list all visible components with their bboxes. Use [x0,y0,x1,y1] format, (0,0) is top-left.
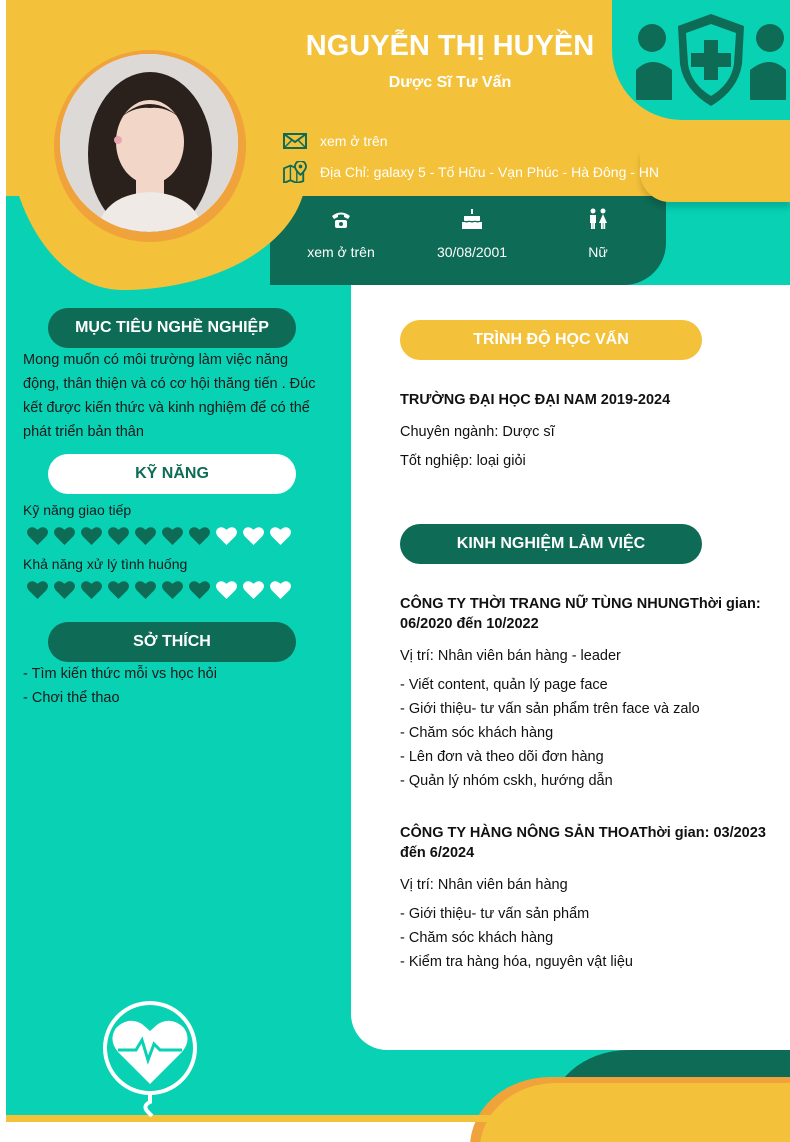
job-duty: - Viết content, quản lý page face [400,677,608,693]
job-duty: - Giới thiệu- tư vấn sản phẩm [400,906,590,922]
heart-filled-icon [161,580,184,600]
heart-empty-icon [242,526,265,546]
heart-empty-icon [215,526,238,546]
heart-filled-icon [188,580,211,600]
heart-filled-icon [161,526,184,546]
heart-empty-icon [269,526,292,546]
skill-rating [26,580,292,600]
birthday-block [402,208,542,260]
heart-filled-icon [80,526,103,546]
header-shadow-shape [640,150,790,202]
medical-shield-icon [632,10,790,110]
candidate-name: NGUYỄN THỊ HUYỀN [305,30,595,62]
email-value: xem ở trên [320,133,388,149]
job-entry [400,594,770,793]
gender-block [528,208,668,260]
heart-filled-icon [26,526,49,546]
hobby-item: - Chơi thể thao [23,690,120,706]
address-value: Địa Chỉ: galaxy 5 - Tố Hữu - Vạn Phúc - Hà Đông - HN [320,164,660,180]
graduation: Tốt nghiệp: loại giỏi [400,453,526,469]
heart-filled-icon [80,580,103,600]
heart-empty-icon [269,580,292,600]
job-duty: - Kiểm tra hàng hóa, nguyên vật liệu [400,954,633,970]
heartbeat-icon [98,998,202,1122]
heart-filled-icon [107,580,130,600]
heart-filled-icon [107,526,130,546]
company-name: CÔNG TY THỜI TRANG NỮ TÙNG NHUNGThời gian: 06/2020 đến 10/2022 [400,596,761,632]
job-position: Vị trí: Nhân viên bán hàng [400,877,568,893]
education-heading: TRÌNH ĐỘ HỌC VẤN [400,320,702,360]
heart-filled-icon [26,580,49,600]
heart-filled-icon [134,580,157,600]
experience-heading: KINH NGHIỆM LÀM VIỆC [400,524,702,564]
job-duty: - Giới thiệu- tư vấn sản phẩm trên face và zalo [400,701,700,717]
phone-block [271,208,411,260]
phone-value: xem ở trên [307,244,375,260]
heart-filled-icon [188,526,211,546]
hobbies-heading: SỞ THÍCH [48,622,296,662]
job-title: Dược Sĩ Tư Vấn [388,74,512,91]
gender-value: Nữ [588,244,608,260]
footer-shape-yellow [480,1083,790,1142]
heart-filled-icon [134,526,157,546]
heart-empty-icon [215,580,238,600]
avatar [60,54,238,232]
job-duty: - Chăm sóc khách hàng [400,930,554,946]
email-row [282,130,388,152]
skills-heading: KỸ NĂNG [48,454,296,494]
envelope-icon [282,130,308,152]
job-duty: - Lên đơn và theo dõi đơn hàng [400,749,604,765]
skill-label: Khả năng xử lý tình huống [23,556,188,572]
heart-filled-icon [53,526,76,546]
skill-rating [26,526,292,546]
objective-text: Mong muốn có môi trường làm việc năng động, thân thiện và có cơ hội thăng tiến . Đúc kết được kiến thức và kinh nghiệm để có thể phát triển bản thân [23,352,316,440]
map-pin-icon [282,161,308,183]
people-icon [587,208,609,230]
cake-icon [461,208,483,230]
skill-label: Kỹ năng giao tiếp [23,502,132,518]
major: Chuyên ngành: Dược sĩ [400,424,555,440]
company-name: CÔNG TY HÀNG NÔNG SẢN THOAThời gian: 03/2023 đến 6/2024 [400,825,766,861]
heart-empty-icon [242,580,265,600]
telephone-icon [330,208,352,230]
job-entry [400,823,770,974]
birthday-value: 30/08/2001 [436,244,508,260]
address-row [282,161,659,183]
school-name: TRƯỜNG ĐẠI HỌC ĐẠI NAM 2019-2024 [400,392,671,408]
education-block [400,390,770,473]
objective-heading: MỤC TIÊU NGHỀ NGHIỆP [48,308,296,348]
hobby-item: - Tìm kiến thức mỗi vs học hỏi [23,666,217,682]
heart-filled-icon [53,580,76,600]
job-duty: - Chăm sóc khách hàng [400,725,554,741]
job-position: Vị trí: Nhân viên bán hàng - leader [400,648,621,664]
job-duty: - Quản lý nhóm cskh, hướng dẫn [400,773,613,789]
